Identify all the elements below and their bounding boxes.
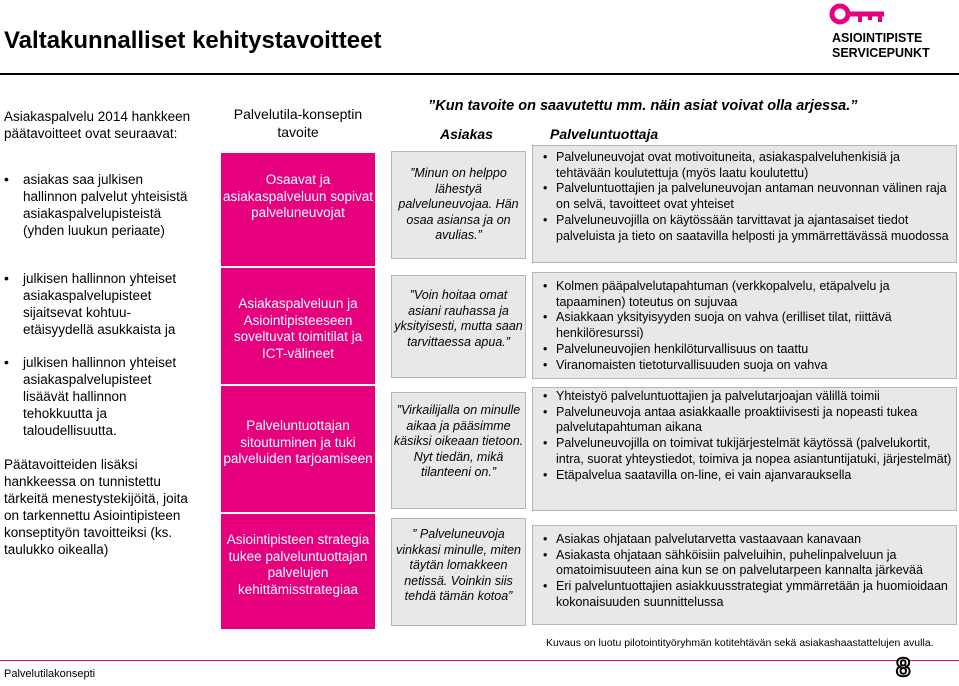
logo-line-1: ASIOINTIPISTE (832, 31, 923, 45)
left-intro (4, 108, 200, 142)
list-item: • Palveluneuvojat ovat motivoituneita, asiakaspalveluhenkisiä ja tehtävään koulutettuja (myös laatu koulutettu) (537, 150, 952, 181)
intro-text: Asiakaspalvelu 2014 hankkeen päätavoitteet ovat seuraavat: (4, 109, 191, 141)
page-title: Valtakunnalliset kehitystavoitteet (4, 27, 382, 54)
concept-cell-3: Palveluntuottajan sitoutuminen ja tuki palveluiden tarjoamiseen (223, 418, 373, 466)
list-item: • Etäpalvelua saatavilla on-line, ei vain ajanvarauksella (537, 468, 952, 484)
provider-box-1 (532, 145, 957, 263)
list-item: • Kolmen pääpalvelutapahtuman (verkkopalvelu, etäpalvelu ja tapaaminen) toteutus on sujuvaa (537, 279, 952, 310)
list-item: • Palveluntuottajien ja palveluneuvojan antaman neuvonnan välinen raja on selvä, tavoitteet ovat yhteiset (537, 181, 952, 212)
outro-text: Päätavoitteiden lisäksi hankkeessa on tunnistettu tärkeitä menestystekijöitä, joita on tarkennettu Asiointipisteen konseptityön tavoitteiksi (ks. taulukko oikealla) (4, 457, 188, 557)
list-item: • Asiakkaan yksityisyyden suoja on vahva (erilliset tilat, riittävä henkilöresurssi) (537, 310, 952, 341)
concept-cell-4: Asiointipisteen strategia tukee palveluntuottajan palvelujen kehittämisstrategiaa (226, 532, 370, 597)
list-item: • Asiakasta ohjataan sähköisiin palveluihin, puhelinpalveluun ja omatoimisuuteen aina kun se on palvelutarpeen kannalta järkevää (537, 548, 952, 579)
page-number: 8 (896, 652, 911, 682)
logo-text (832, 31, 930, 61)
left-outro (4, 456, 200, 558)
customer-quote-3: ”Virkailijalla on minulle aikaa ja pääsimme käsiksi oikeaan tietoon. Nyt tiedän, mikä tilanteeni on.” (391, 392, 526, 509)
footer-divider (0, 660, 959, 661)
list-item: • Palveluneuvojilla on toimivat tukijärjestelmät käytössä (palvelukortit, intra, suorat yhteystiedot, toimiva ja nopea asiantuntijatuki, järjestelmät) (537, 436, 952, 467)
row-divider (221, 512, 375, 514)
list-item: • Viranomaisten tietoturvallisuuden suoja on vahva (537, 358, 952, 374)
row-divider (221, 384, 375, 386)
provider-header: Palveluntuottaja (550, 126, 659, 142)
list-item: • asiakas saa julkisen hallinnon palvelut yhteisistä asiakaspalvelupisteistä (yhden luukun periaate) (4, 171, 200, 239)
concept-cell-1: Osaavat ja asiakaspalveluun sopivat palveluneuvojat (222, 172, 374, 220)
list-item: • Palveluneuvojien henkilöturvallisuus on taattu (537, 342, 952, 358)
quote-header: ”Kun tavoite on saavutettu mm. näin asiat voivat olla arjessa.” (428, 98, 858, 114)
customer-header: Asiakas (440, 126, 493, 142)
list-item: • julkisen hallinnon yhteiset asiakaspalvelupisteet sijaitsevat kohtuu-etäisyydellä asukkaista ja (4, 270, 200, 338)
concept-cell-2: Asiakaspalveluun ja Asiointipisteeseen soveltuvat toimitilat ja ICT-välineet (233, 296, 363, 361)
left-bullets-1 (4, 171, 200, 239)
left-bullets-2 (4, 270, 200, 439)
footer-label: Palvelutilakonsepti (4, 668, 96, 680)
list-item: • Yhteistyö palveluntuottajien ja palvelutarjoajan välillä toimii (537, 389, 952, 405)
footnote: Kuvaus on luotu pilotointityöryhmän kotitehtävän sekä asiakashaastattelujen avulla. (546, 637, 934, 649)
customer-quote-2: ”Voin hoitaa omat asiani rauhassa ja yksityisesti, mutta saan tarvittaessa apua.” (391, 275, 526, 378)
provider-box-2 (532, 272, 957, 379)
concept-header: Palvelutila-konseptin tavoite (233, 106, 363, 140)
provider-box-4 (532, 525, 957, 625)
logo-line-2: SERVICEPUNKT (832, 46, 930, 60)
list-item: • Palveluneuvojilla on käytössään tarvittavat ja ajantasaiset tiedot palveluista ja tieto on saatavilla helposti ja ymmärrettävässä muodossa (537, 213, 952, 244)
provider-box-3 (532, 387, 957, 511)
list-item: • Palveluneuvoja antaa asiakkaalle proaktiivisesti ja nopeasti tukea palvelutapahtuman aikana (537, 405, 952, 436)
header-divider (0, 73, 959, 75)
list-item: • Eri palveluntuottajien asiakkuusstrategiat ymmärretään ja huomioidaan kokonaisuuden suunnittelussa (537, 579, 952, 610)
customer-quote-4: ” Palveluneuvoja vinkkasi minulle, miten täytän lomakkeen netissä. Voinkin siis tehdä tämän kotoa” (391, 518, 526, 626)
row-divider (221, 266, 375, 268)
list-item: • Asiakas ohjataan palvelutarvetta vastaavaan kanavaan (537, 532, 952, 548)
customer-quote-1: ”Minun on helppo lähestyä palveluneuvojaa. Hän osaa asiansa ja on avulias.” (391, 151, 526, 259)
list-item: • julkisen hallinnon yhteiset asiakaspalvelupisteet lisäävät hallinnon tehokkuutta ja taloudellisuutta. (4, 354, 200, 439)
